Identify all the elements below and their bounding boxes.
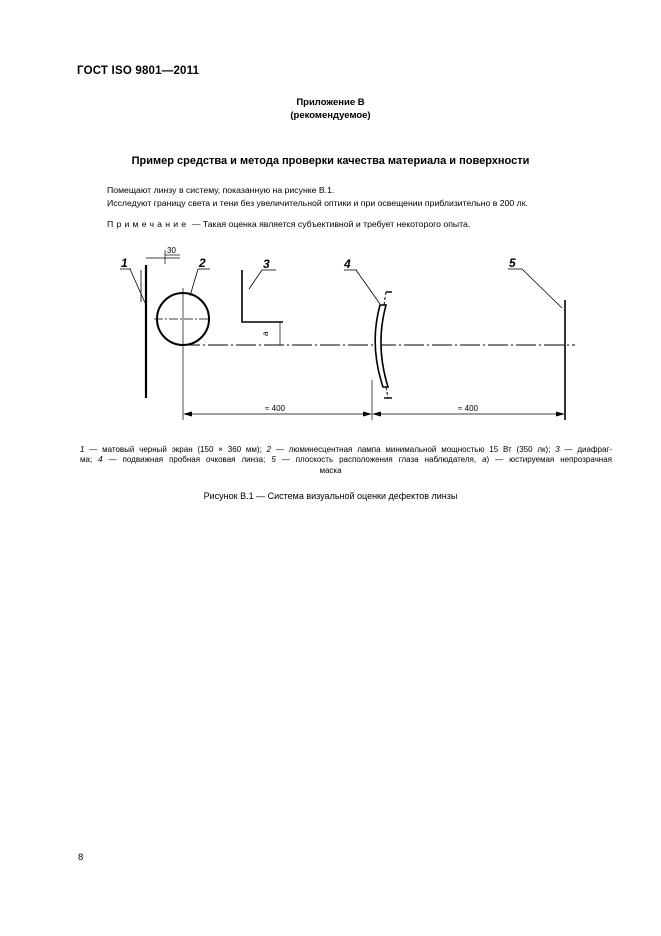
callout-leader-2 (190, 269, 198, 296)
paragraph-2: Исследуют границу света и тени без увеличительной оптики и при освещении приблизительно в 200 лк. (107, 198, 528, 208)
page-number: 8 (78, 852, 84, 863)
dimension-a: a (261, 331, 270, 336)
callout-3: 3 (263, 257, 270, 271)
appendix-title: Приложение В (296, 97, 365, 108)
figure-caption: Рисунок В.1 — Система визуальной оценки дефектов линзы (203, 491, 458, 501)
legend-line-3: маска (319, 466, 342, 475)
paragraph-1: Помещают линзу в систему, показанную на рисунке В.1. (107, 185, 335, 195)
distance-right-label: ≈ 400 (458, 404, 478, 413)
callout-leader-4 (356, 270, 380, 304)
callout-5: 5 (509, 256, 516, 270)
arrow-right-end (556, 412, 565, 417)
callout-4: 4 (344, 257, 351, 271)
dimension-30: 30 (167, 246, 176, 255)
section-title: Пример средства и метода проверки качества материала и поверхности (131, 155, 530, 167)
lens-dash-top (384, 292, 386, 305)
legend-line-2: ма; 4 — подвижная пробная очковая линза; 5 — плоскость расположения глаза наблюдателя, а) — юстируемая непрозрачная (80, 455, 612, 464)
arrow-left-start (183, 412, 192, 417)
appendix-status: (рекомендуемое) (290, 110, 371, 121)
document-header: ГОСТ ISO 9801—2011 (77, 65, 200, 77)
callout-2: 2 (199, 256, 206, 270)
note-text: — Такая оценка является субъективной и требует некоторого опыта. (189, 219, 471, 229)
callout-leader-1 (130, 269, 146, 305)
callout-leader-5 (522, 269, 562, 308)
test-lens (375, 305, 388, 387)
arrow-left-end (363, 412, 372, 417)
note-label: Примечание (107, 219, 190, 229)
lens-dash-bottom (386, 387, 388, 398)
callout-1: 1 (121, 256, 128, 270)
distance-left-label: ≈ 400 (265, 404, 285, 413)
legend-line-1: 1 — матовый черный экран (150 × 360 мм); 2 — люминесцентная лампа минимальной мощностью 15 Вт (350 лк); 3 — диафраг- (80, 445, 613, 454)
arrow-right-start (372, 412, 381, 417)
diaphragm-mask (242, 270, 283, 322)
figure-b1-diagram (0, 0, 661, 440)
callout-leader-3 (249, 270, 262, 289)
